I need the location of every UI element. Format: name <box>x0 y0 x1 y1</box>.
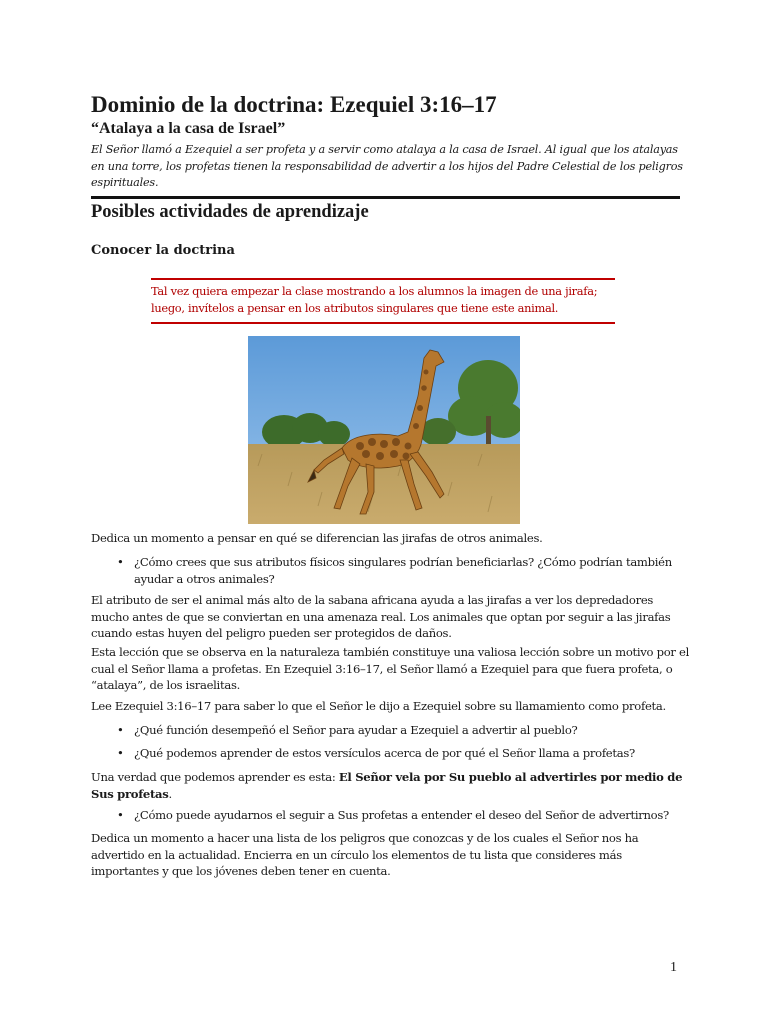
bullet-icon: • <box>117 555 124 569</box>
bullet-text: ¿Qué podemos aprender de estos versículos acerca de por qué el Señor llama a profetas? <box>134 746 635 760</box>
giraffe-photo <box>248 336 520 524</box>
section-subheading: Conocer la doctrina <box>91 243 235 258</box>
list-item <box>117 554 677 587</box>
bullet-text: ¿Qué función desempeñó el Señor para ayudar a Ezequiel a advertir al pueblo? <box>134 723 578 737</box>
bullet-text: ¿Cómo puede ayudarnos el seguir a Sus profetas a entender el deseo del Señor de advertirnos? <box>134 808 669 822</box>
truth-lead: Una verdad que podemos aprender es esta: <box>91 770 339 784</box>
truth-end: . <box>168 786 172 801</box>
section-heading: Posibles actividades de aprendizaje <box>91 202 369 222</box>
intro-paragraph: El Señor llamó a Ezequiel a ser profeta y a servir como atalaya a la casa de Israel. Al igual que los atalayas en una torre, los profetas tienen la responsabilidad de advertir a los hijos del Padre Celestial de los peligros espirituales. <box>91 143 683 189</box>
bullet-text: ¿Cómo crees que sus atributos físicos singulares podrían beneficiarlas? ¿Cómo podrían también ayudar a otros animales? <box>134 555 672 586</box>
list-item <box>117 722 677 739</box>
paragraph-4: Lee Ezequiel 3:16–17 para saber lo que el Señor le dijo a Ezequiel sobre su llamamiento como profeta. <box>91 699 666 713</box>
bullet-icon: • <box>117 723 124 737</box>
page-number: 1 <box>670 960 677 975</box>
paragraph-3: Esta lección que se observa en la naturaleza también constituye una valiosa lección sobre un motivo por el cual el Señor llama a profetas. En Ezequiel 3:16–17, el Señor llamó a Ezequiel para que fuera profeta, o “atalaya”, de los israelitas. <box>91 645 689 692</box>
bullet-icon: • <box>117 808 124 822</box>
paragraph-1: Dedica un momento a pensar en qué se diferencian las jirafas de otros animales. <box>91 531 543 545</box>
paragraph-6: Dedica un momento a hacer una lista de los peligros que conozcas y de los cuales el Señor nos ha advertido en la actualidad. Encierra en un círculo los elementos de tu lista que consideres más importantes y que los jóvenes deben tener en cuenta. <box>91 831 639 878</box>
bullet-icon: • <box>117 746 124 760</box>
doctrine-statement: El Señor vela por Su pueblo al advertirles por medio de Sus profetas <box>91 770 683 801</box>
section-divider <box>91 196 680 199</box>
page-subtitle: “Atalaya a la casa de Israel” <box>91 120 286 137</box>
list-item <box>117 807 677 824</box>
page-title: Dominio de la doctrina: Ezequiel 3:16–17 <box>91 92 497 117</box>
list-item <box>117 745 677 762</box>
paragraph-2: El atributo de ser el animal más alto de la sabana africana ayuda a las jirafas a ver los depredadores mucho antes de que se conviertan en una amenaza real. Los animales que optan por seguir a las jirafas cuando estas huyen del peligro pueden ser protegidos de daños. <box>91 593 671 640</box>
paragraph-5 <box>91 769 691 802</box>
teacher-note: Tal vez quiera empezar la clase mostrando a los alumnos la imagen de una jirafa; luego, invítelos a pensar en los atributos singulares que tiene este animal. <box>151 278 615 324</box>
